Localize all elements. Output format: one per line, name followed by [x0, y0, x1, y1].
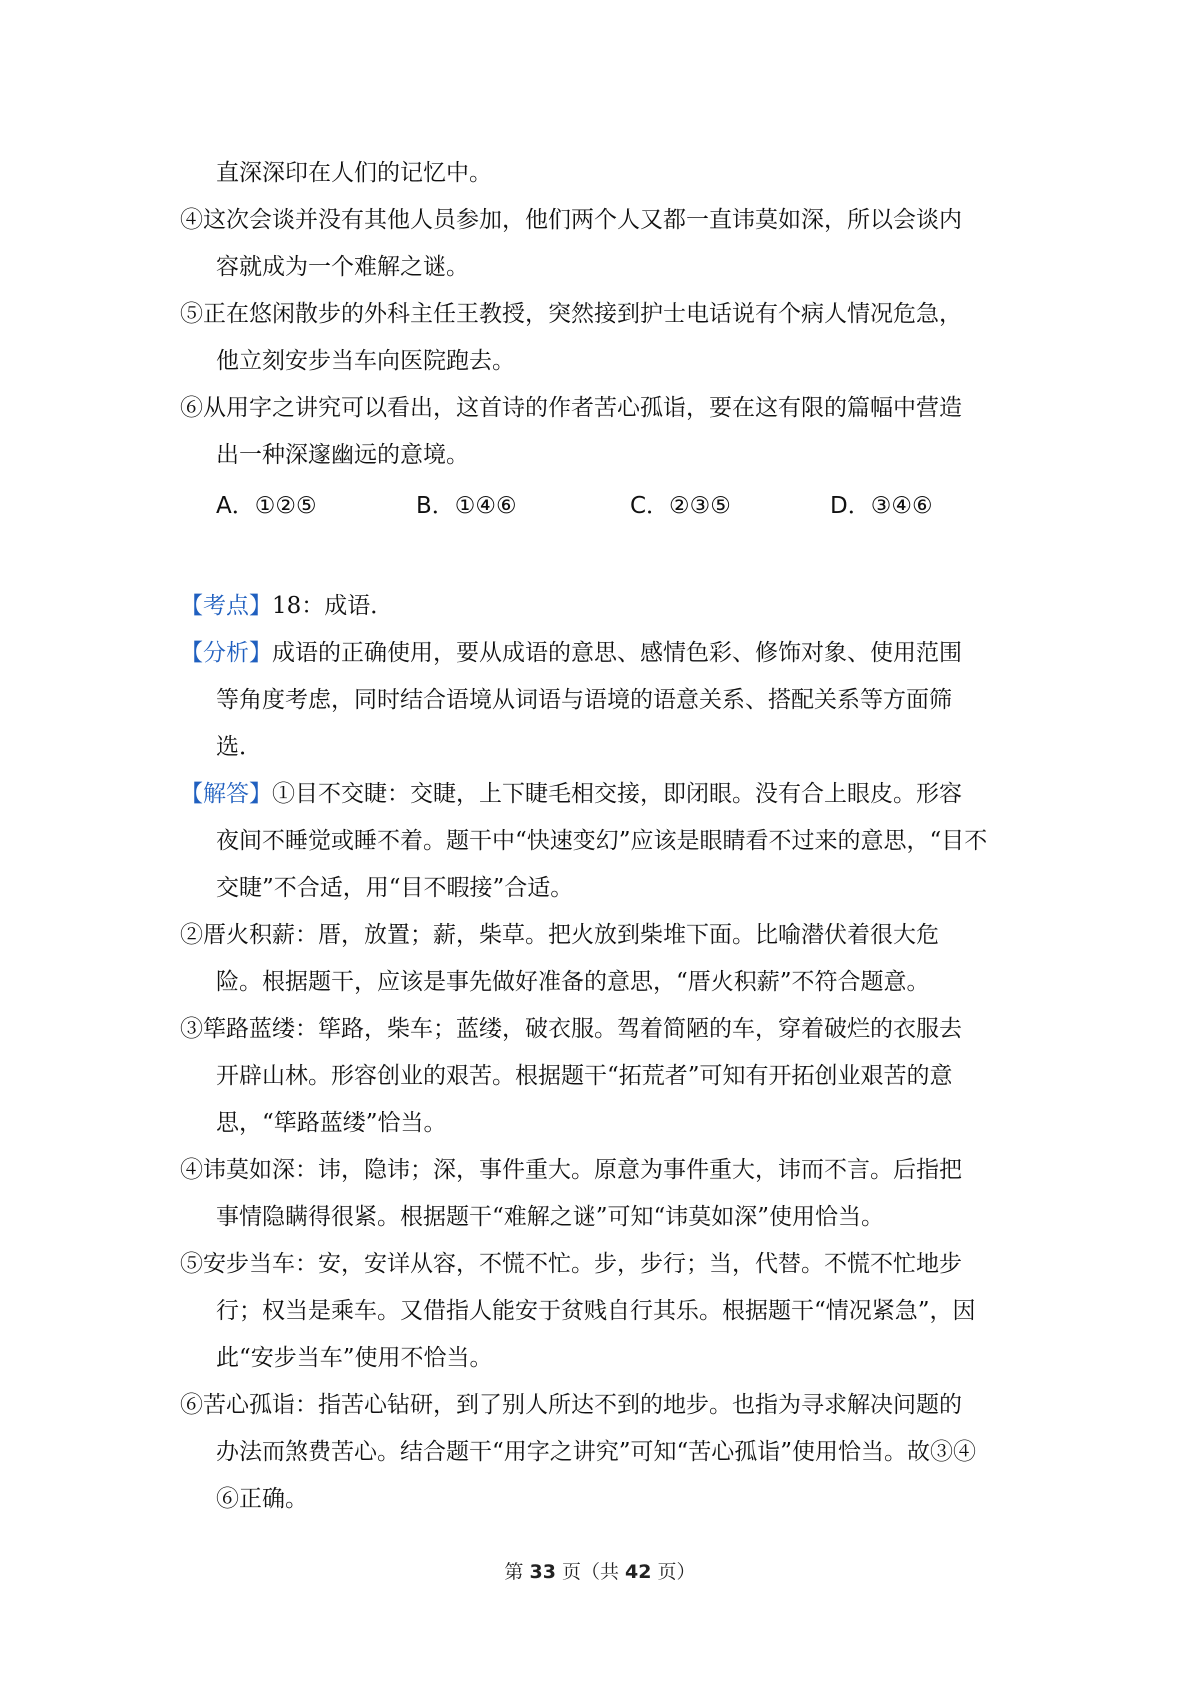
jieda-p6-line1: ⑥苦心孤诣：指苦心钻研，到了别人所达不到的地步。也指为寻求解决问题的	[180, 1392, 962, 1418]
item4-line2: 容就成为一个难解之谜。	[216, 254, 469, 280]
option-a: A．①②⑤	[216, 493, 317, 519]
answer-options	[180, 483, 1030, 530]
jieda-p1-line2: 夜间不睡觉或睡不着。题干中“快速变幻”应该是眼睛看不过来的意思，“目不	[216, 828, 988, 854]
kaodian-tag: 【考点】	[180, 593, 272, 619]
jieda-p5-line1: ⑤安步当车：安，安详从容，不慌不忙。步，步行；当，代替。不慌不忙地步	[180, 1251, 962, 1277]
item4-line1: ④这次会谈并没有其他人员参加，他们两个人又都一直讳莫如深，所以会谈内	[180, 207, 962, 233]
fenxi-line3: 选．	[216, 734, 262, 760]
footer-total-pages: 42	[625, 1561, 652, 1583]
page-content	[180, 150, 1030, 1523]
jieda-p3-line2: 开辟山林。形容创业的艰苦。根据题干“拓荒者”可知有开拓创业艰苦的意	[216, 1063, 953, 1089]
jieda-p4-line1: ④讳莫如深：讳，隐讳；深，事件重大。原意为事件重大，讳而不言。后指把	[180, 1157, 962, 1183]
kaodian-line	[180, 583, 1030, 630]
item5-line2: 他立刻安步当车向医院跑去。	[216, 348, 515, 374]
jieda-p3-line3: 思，“筚路蓝缕”恰当。	[216, 1110, 447, 1136]
jieda-p2-line2: 险。根据题干，应该是事先做好准备的意思，“厝火积薪”不符合题意。	[216, 969, 930, 995]
jieda-line1	[180, 771, 1030, 818]
jieda-p5-line3: 此“安步当车”使用不恰当。	[216, 1345, 493, 1371]
jieda-p6-line3: ⑥正确。	[216, 1486, 308, 1512]
jieda-p1-line3: 交睫”不合适，用“目不暇接”合适。	[216, 875, 574, 901]
fenxi-tag: 【分析】	[180, 640, 272, 666]
footer-middle: 页（共	[561, 1561, 619, 1583]
footer-suffix: 页）	[657, 1561, 696, 1583]
fenxi-text-1: 成语的正确使用，要从成语的意思、感情色彩、修饰对象、使用范围	[272, 640, 962, 666]
section-gap	[180, 530, 1030, 583]
jieda-p4-line2: 事情隐瞒得很紧。根据题干“难解之谜”可知“讳莫如深”使用恰当。	[216, 1204, 885, 1230]
fenxi-line2: 等角度考虑，同时结合语境从词语与语境的语意关系、搭配关系等方面筛	[216, 687, 952, 713]
option-b: B．①④⑥	[416, 493, 517, 519]
jieda-p3-line1: ③筚路蓝缕：筚路，柴车；蓝缕，破衣服。驾着简陋的车，穿着破烂的衣服去	[180, 1016, 962, 1042]
jieda-p1-text-1: ①目不交睫：交睫，上下睫毛相交接，即闭眼。没有合上眼皮。形容	[272, 781, 962, 807]
footer-page-number: 33	[529, 1561, 556, 1583]
jieda-tag: 【解答】	[180, 781, 272, 807]
jieda-p6-line2: 办法而煞费苦心。结合题干“用字之讲究”可知“苦心孤诣”使用恰当。故③④	[216, 1439, 977, 1465]
kaodian-text: 18：成语．	[272, 593, 394, 619]
option-d: D．③④⑥	[830, 493, 933, 519]
item6-line2: 出一种深邃幽远的意境。	[216, 442, 469, 468]
fenxi-line1	[180, 630, 1030, 677]
page-footer	[0, 1557, 1200, 1584]
item3-continuation: 直深深印在人们的记忆中。	[216, 160, 492, 186]
option-c: C．②③⑤	[630, 493, 731, 519]
item6-line1: ⑥从用字之讲究可以看出，这首诗的作者苦心孤诣，要在这有限的篇幅中营造	[180, 395, 962, 421]
item5-line1: ⑤正在悠闲散步的外科主任王教授，突然接到护士电话说有个病人情况危急，	[180, 301, 962, 327]
jieda-p5-line2: 行；权当是乘车。又借指人能安于贫贱自行其乐。根据题干“情况紧急”，因	[216, 1298, 976, 1324]
jieda-p2-line1: ②厝火积薪：厝，放置；薪，柴草。把火放到柴堆下面。比喻潜伏着很大危	[180, 922, 939, 948]
footer-prefix: 第	[504, 1561, 524, 1583]
